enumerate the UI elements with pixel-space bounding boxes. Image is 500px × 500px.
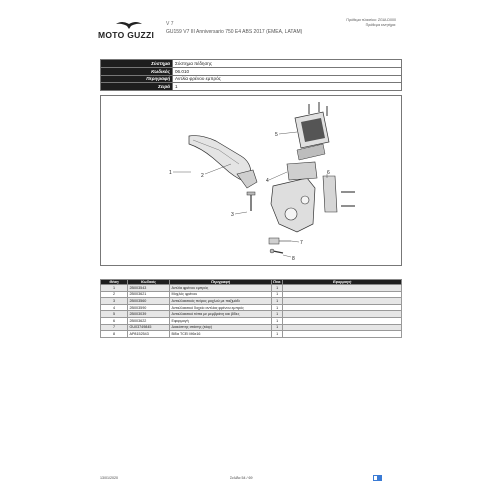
table-row: [101, 291, 402, 298]
cell-code: 2B003621: [128, 291, 170, 298]
reservoir-drawing: [287, 162, 317, 180]
info-value: 1: [173, 83, 402, 91]
model-code: V 7: [166, 21, 174, 27]
info-table: [100, 59, 402, 91]
cell-applic: [283, 331, 402, 338]
cell-desc: Αντλία φρένου εμπρός: [170, 285, 272, 292]
cell-qty: 1: [272, 324, 283, 331]
table-row: [101, 285, 402, 292]
callout-7: 7: [300, 240, 303, 246]
clamp-drawing: [323, 176, 337, 212]
table-row: [101, 311, 402, 318]
header-prefixes: [346, 18, 396, 28]
info-key: Περιγραφή: [101, 75, 173, 83]
info-value: Σύστημα πέδησης: [173, 60, 402, 68]
engine-prefix: Πρόθεμα κινητήρα:: [365, 23, 396, 27]
cell-applic: [283, 291, 402, 298]
cell-pos: 5: [101, 311, 128, 318]
cell-code: GU03749845: [128, 324, 170, 331]
cell-qty: 1: [272, 285, 283, 292]
callout-3: 3: [231, 212, 234, 218]
callout-4: 4: [266, 178, 269, 184]
cell-code: 2B003590: [128, 304, 170, 311]
col-header-qty: Ποσ.: [273, 280, 282, 284]
screw-drawing: [273, 251, 283, 253]
brand-name: MOTO GUZZI: [98, 30, 155, 40]
callout-6: 6: [327, 170, 330, 176]
col-header-code: Κωδικός: [128, 280, 170, 285]
cell-applic: [283, 298, 402, 305]
info-value: Αντλία φρένου εμπρός: [173, 75, 402, 83]
cell-qty: 1: [272, 304, 283, 311]
table-row: [101, 331, 402, 338]
cell-code: 2B003622: [128, 317, 170, 324]
table-row: [101, 324, 402, 331]
cell-code: 2B003039: [128, 311, 170, 318]
cell-qty: 1: [272, 331, 283, 338]
footer-date: 13/01/2020: [100, 476, 118, 480]
info-row: [101, 60, 402, 68]
master-cylinder-drawing: [271, 178, 315, 232]
cell-pos: 3: [101, 298, 128, 305]
cell-pos: 7: [101, 324, 128, 331]
cell-desc: Διακόπτης στάσης (stop): [170, 324, 272, 331]
exploded-diagram: [100, 95, 402, 266]
cell-pos: 2: [101, 291, 128, 298]
callout-2: 2: [201, 173, 204, 179]
info-key: Σειρά: [101, 83, 173, 91]
callout-8: 8: [292, 256, 295, 262]
info-row: [101, 75, 402, 83]
cell-applic: [283, 311, 402, 318]
col-header-applic: Εφαρμογή: [283, 280, 402, 285]
cell-qty: 1: [272, 317, 283, 324]
cell-desc: Εφαρμογή: [170, 317, 272, 324]
parts-table: [100, 279, 402, 338]
info-value: 06.010: [173, 67, 402, 75]
eagle-icon: [116, 20, 142, 29]
info-key: Κωδικός: [101, 67, 173, 75]
table-row: [101, 298, 402, 305]
frame-prefix: Πρόθεμα πλαισίου: ZGULD000: [346, 18, 396, 22]
cell-desc: Ανταλλακτικός πείρος μοχλού με παξιμάδι: [170, 298, 272, 305]
cell-applic: [283, 317, 402, 324]
cell-pos: 6: [101, 317, 128, 324]
info-key: Σύστημα: [101, 60, 173, 68]
model-description: GU159 V7 III Anniversario 750 E4 ABS 2017 (EMEA, LATAM): [166, 29, 303, 35]
cell-desc: Ανταλλακτικό δοχείο αντλίας φρένου εμπρός: [170, 304, 272, 311]
callout-5: 5: [275, 132, 278, 138]
col-header-pos: Θέση: [101, 280, 128, 285]
stop-switch-drawing: [269, 238, 279, 244]
cell-desc: Μοχλός φρένου: [170, 291, 272, 298]
moto-guzzi-logo: [98, 20, 160, 42]
cell-pos: 4: [101, 304, 128, 311]
info-row: [101, 67, 402, 75]
cell-qty: 1: [272, 291, 283, 298]
col-header-desc: Περιγραφή: [170, 280, 272, 285]
cell-desc: Βίδα TCEI M6x16: [170, 331, 272, 338]
footer-logo-icon: [373, 475, 382, 481]
cell-code: 2B003560: [128, 298, 170, 305]
table-row: [101, 317, 402, 324]
info-row: [101, 83, 402, 91]
cell-qty: 1: [272, 311, 283, 318]
cell-desc: Ανταλλακτικό τάπα με μεμβράνη και βίδες: [170, 311, 272, 318]
cell-applic: [283, 324, 402, 331]
footer-page-number: Σελίδα 54 / 69: [230, 476, 253, 480]
cell-applic: [283, 304, 402, 311]
cell-pos: 1: [101, 285, 128, 292]
cell-pos: 8: [101, 331, 128, 338]
exploded-view-drawing: [101, 96, 403, 267]
cell-code: 2B003543: [128, 285, 170, 292]
callout-1: 1: [169, 170, 172, 176]
cell-qty: 1: [272, 298, 283, 305]
cell-applic: [283, 285, 402, 292]
cell-code: AP8152543: [128, 331, 170, 338]
table-row: [101, 304, 402, 311]
